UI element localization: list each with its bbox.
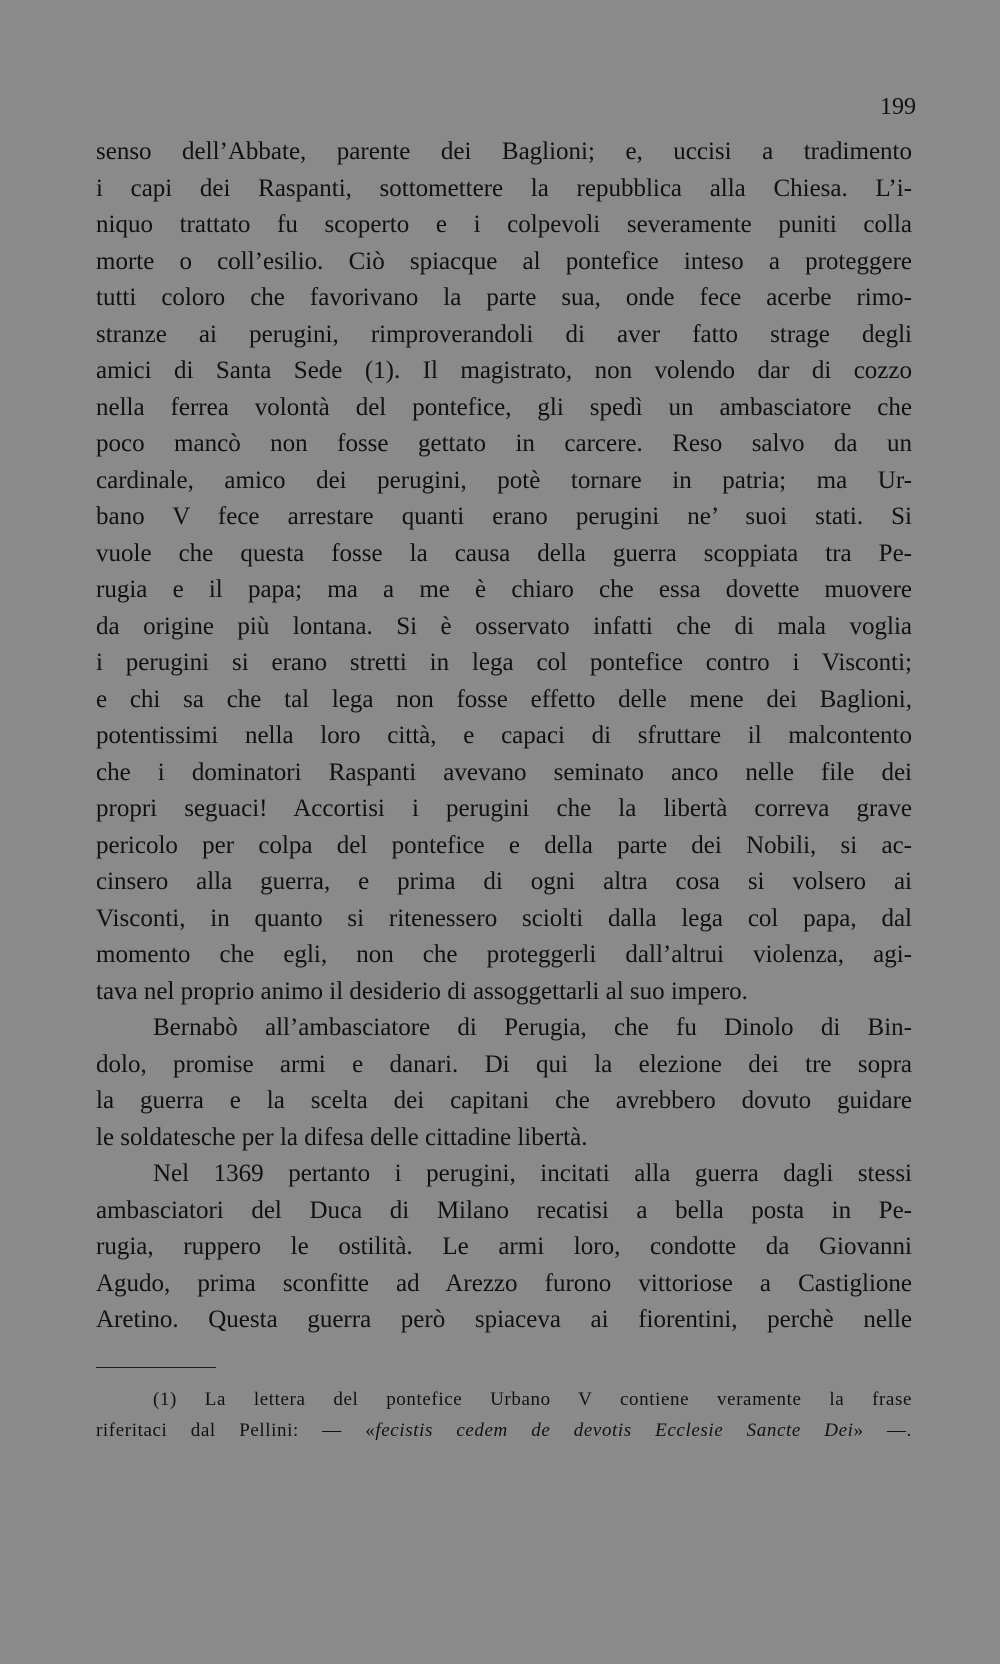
text-line: cardinale, amico dei perugini, potè tornare in patria; ma Ur- [96, 466, 912, 494]
text-line: le soldatesche per la difesa delle cittadine libertà. [96, 1123, 588, 1151]
footnote-line: (1) La lettera del pontefice Urbano V contiene veramente la frase [153, 1389, 912, 1410]
footnote-line [96, 1415, 912, 1446]
text-line: Nel 1369 pertanto i perugini, incitati alla guerra dagli stessi [153, 1160, 912, 1187]
text-line: i perugini si erano stretti in lega col pontefice contro i Visconti; [96, 649, 912, 676]
text-line: nella ferrea volontà del pontefice, gli spedì un ambasciatore che [96, 393, 912, 421]
text-line: Agudo, prima sconfitte ad Arezzo furono vittoriose a Castiglione [96, 1269, 912, 1297]
footnotes [96, 1384, 912, 1446]
text-line: cinsero alla guerra, e prima di ogni altra cosa si volsero ai [96, 868, 912, 895]
body-text [96, 134, 912, 1339]
footnote-text: » —. [853, 1420, 912, 1441]
text-line: da origine più lontana. Si è osservato infatti che di mala voglia [96, 612, 912, 640]
text-line: stranze ai perugini, rimproverandoli di aver fatto strage degli [96, 320, 912, 348]
text-line: la guerra e la scelta dei capitani che avrebbero dovuto guidare [96, 1087, 912, 1114]
text-line: ambasciatori del Duca di Milano recatisi a bella posta in Pe- [96, 1196, 912, 1224]
text-line: poco mancò non fosse gettato in carcere. Reso salvo da un [96, 430, 912, 457]
text-line: e chi sa che tal lega non fosse effetto delle mene dei Baglioni, [96, 685, 912, 713]
text-line: morte o coll’esilio. Ciò spiacque al pontefice inteso a proteggere [96, 247, 912, 275]
text-line: senso dell’Abbate, parente dei Baglioni; e, uccisi a tradimento [96, 138, 912, 165]
text-line: dolo, promise armi e danari. Di qui la elezione dei tre sopra [96, 1050, 912, 1078]
text-line: amici di Santa Sede (1). Il magistrato, non volendo dar di cozzo [96, 357, 912, 384]
text-line: potentissimi nella loro città, e capaci di sfruttare il malcontento [96, 722, 912, 749]
page-number: 199 [880, 94, 916, 120]
text-line: Aretino. Questa guerra però spiaceva ai fiorentini, perchè nelle [96, 1306, 912, 1333]
text-line: bano V fece arrestare quanti erano perugini ne’ suoi stati. Si [96, 503, 912, 530]
footnote-text: riferitaci dal Pellini: — « [96, 1420, 376, 1441]
text-line: vuole che questa fosse la causa della guerra scoppiata tra Pe- [96, 539, 912, 567]
footnote-latin-quote: fecistis cedem de devotis Ecclesie Sancte Dei [375, 1420, 854, 1441]
text-line: Bernabò all’ambasciatore di Perugia, che fu Dinolo di Bin- [153, 1014, 912, 1041]
text-line: tutti coloro che favorivano la parte sua, onde fece acerbe rimo- [96, 284, 912, 311]
text-line: momento che egli, non che proteggerli dall’altrui violenza, agi- [96, 941, 912, 968]
text-line: Visconti, in quanto si ritenessero sciolti dalla lega col papa, dal [96, 904, 912, 932]
footnote-separator [96, 1367, 216, 1368]
text-line: che i dominatori Raspanti avevano seminato anco nelle file dei [96, 758, 912, 786]
text-line: propri seguaci! Accortisi i perugini che la libertà correva grave [96, 795, 912, 822]
text-line: rugia, ruppero le ostilità. Le armi loro, condotte da Giovanni [96, 1233, 912, 1260]
text-line: rugia e il papa; ma a me è chiaro che essa dovette muovere [96, 576, 912, 603]
text-line: niquo trattato fu scoperto e i colpevoli severamente puniti colla [96, 211, 912, 238]
text-line: pericolo per colpa del pontefice e della parte dei Nobili, si ac- [96, 831, 912, 859]
text-line: i capi dei Raspanti, sottomettere la repubblica alla Chiesa. L’i- [96, 174, 912, 202]
text-line: tava nel proprio animo il desiderio di assoggettarli al suo impero. [96, 977, 748, 1005]
